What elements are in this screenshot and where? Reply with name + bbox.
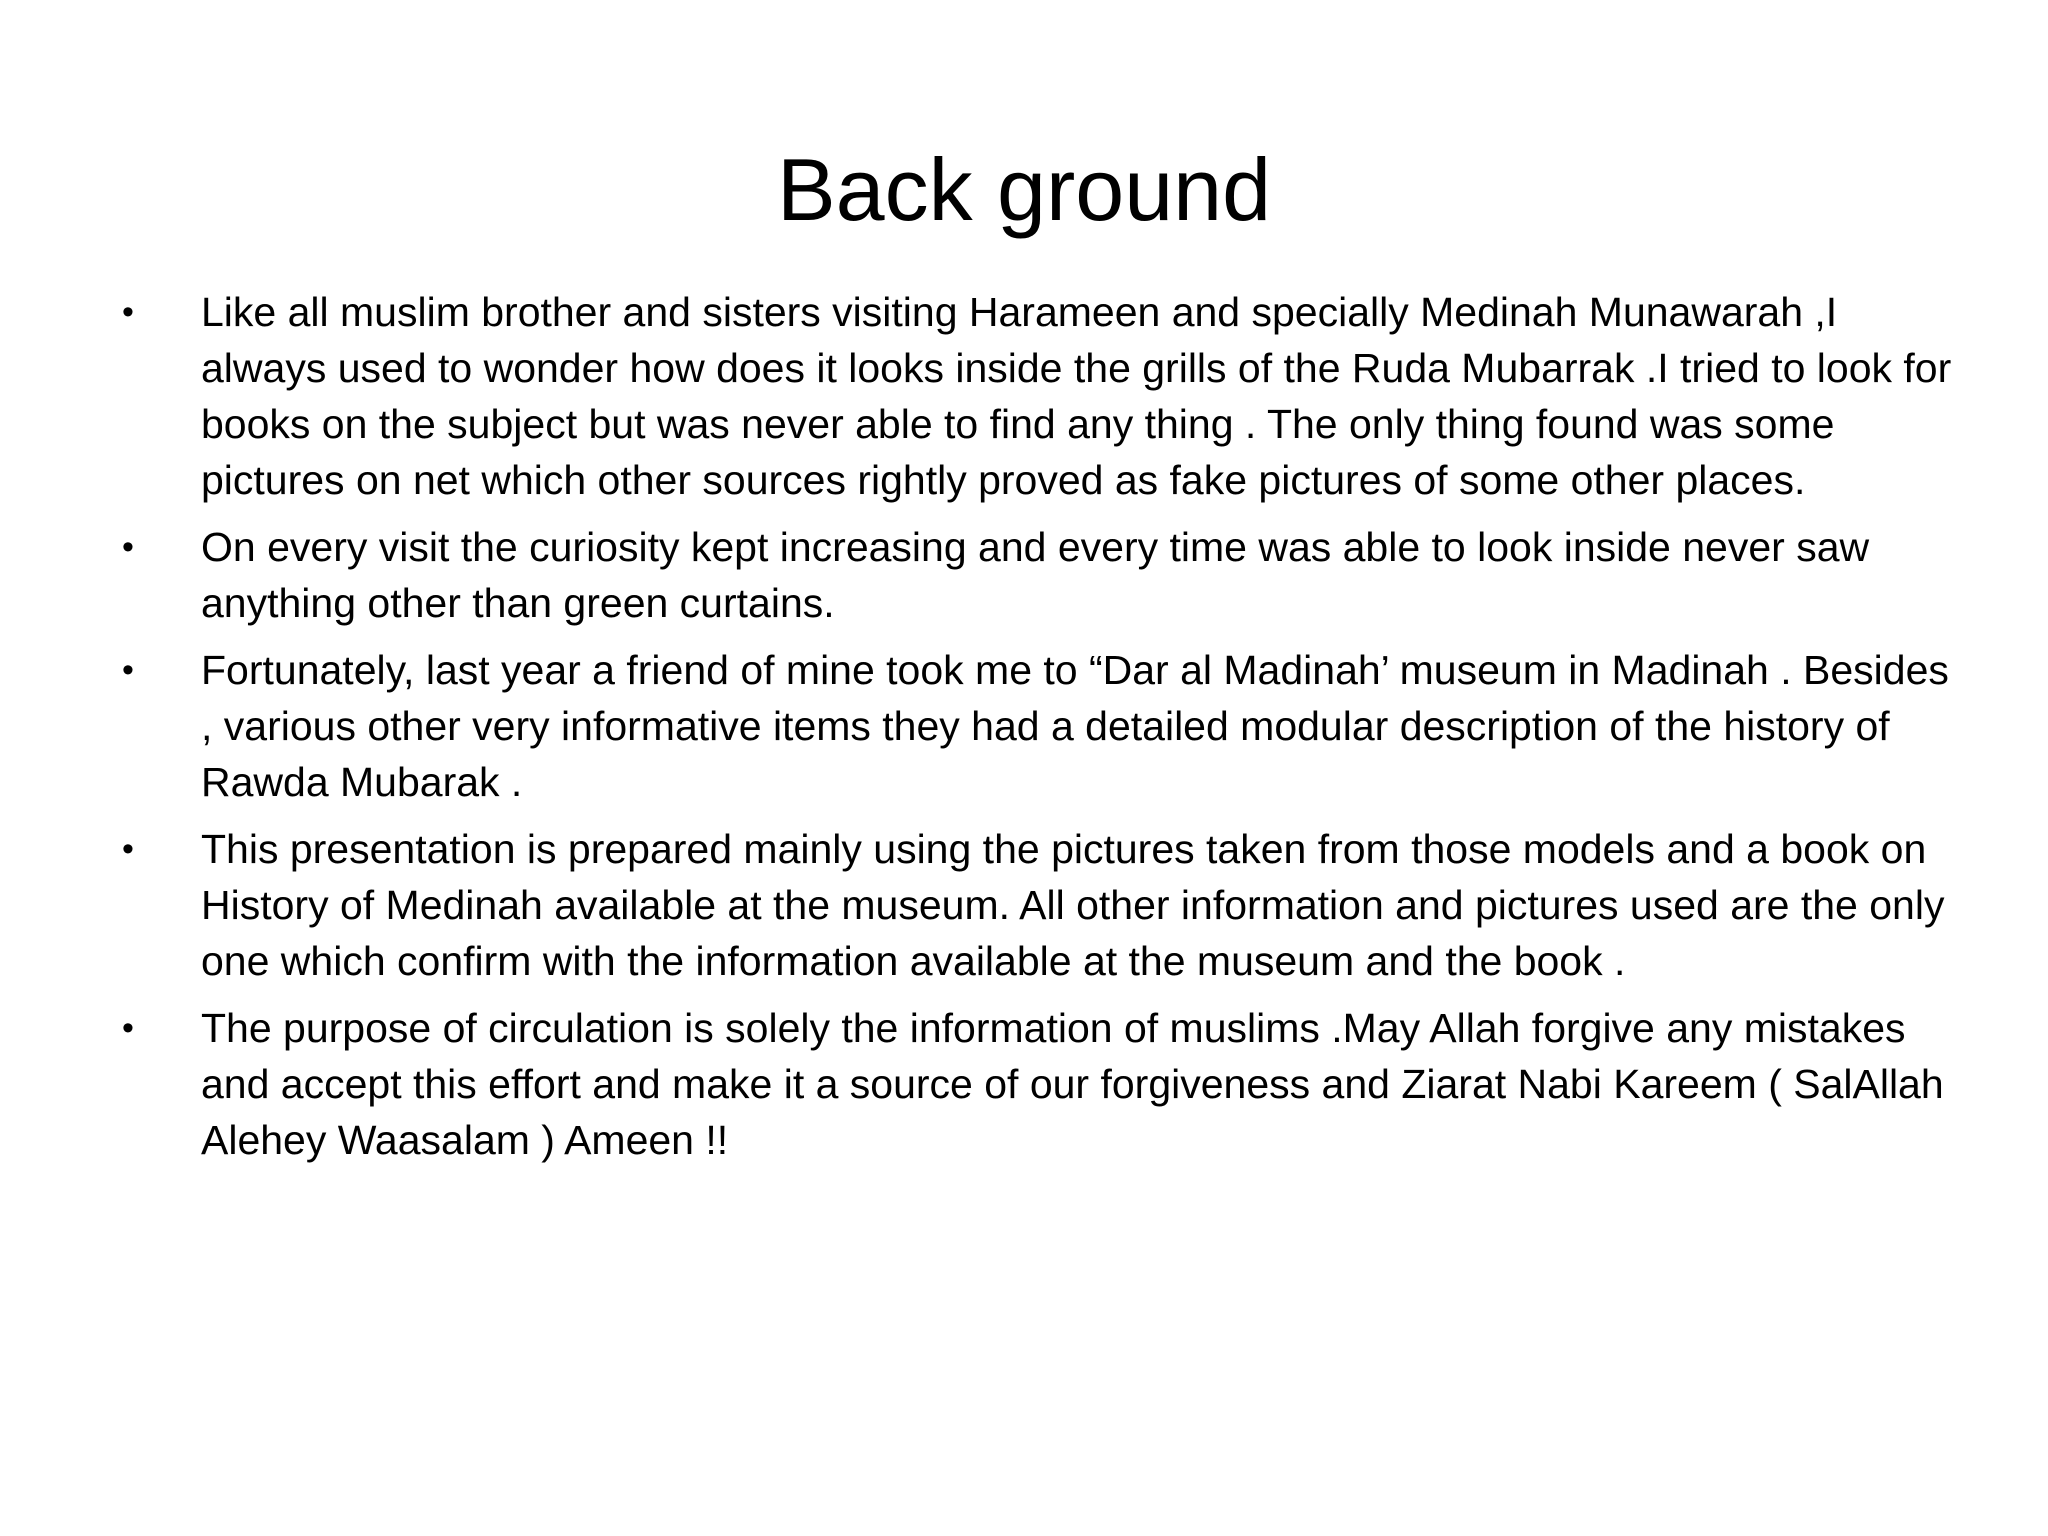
- bullet-item-4: [122, 821, 1952, 989]
- bullet-dot-icon: •: [122, 1009, 134, 1047]
- bullet-text: The purpose of circulation is solely the information of muslims .May Allah forgive any mistakes and accept this effort and make it a source of our forgiveness and Ziarat Nabi Kareem ( SalAllah Alehey Waasalam ) Ameen !!: [201, 1005, 1944, 1163]
- bullet-text: Like all muslim brother and sisters visiting Harameen and specially Medinah Munawarah ,I always used to wonder how does it looks inside the grills of the Ruda Mubarrak .I tried to look for books on the subject but was never able to find any thing . The only thing found was some pictures on net which other sources rightly proved as fake pictures of some other places.: [201, 289, 1952, 503]
- bullet-dot-icon: •: [122, 830, 134, 868]
- bullet-item-5: [122, 1000, 1952, 1168]
- slide-title: Back ground: [776, 140, 1272, 239]
- bullet-item-2: [122, 519, 1952, 631]
- bullet-dot-icon: •: [122, 293, 134, 331]
- bullet-list: [122, 284, 1952, 1179]
- bullet-dot-icon: •: [122, 651, 134, 689]
- bullet-dot-icon: •: [122, 528, 134, 566]
- bullet-item-3: [122, 642, 1952, 810]
- bullet-text: On every visit the curiosity kept increasing and every time was able to look inside never saw anything other than green curtains.: [201, 524, 1870, 626]
- bullet-text: Fortunately, last year a friend of mine took me to “Dar al Madinah’ museum in Madinah . Besides , various other very informative items they had a detailed modular description of the history of Rawda Mubarak .: [201, 647, 1949, 805]
- bullet-text: This presentation is prepared mainly using the pictures taken from those models and a book on History of Medinah available at the museum. All other information and pictures used are the only one which confirm with the information available at the museum and the book .: [201, 826, 1945, 984]
- bullet-item-1: [122, 284, 1952, 508]
